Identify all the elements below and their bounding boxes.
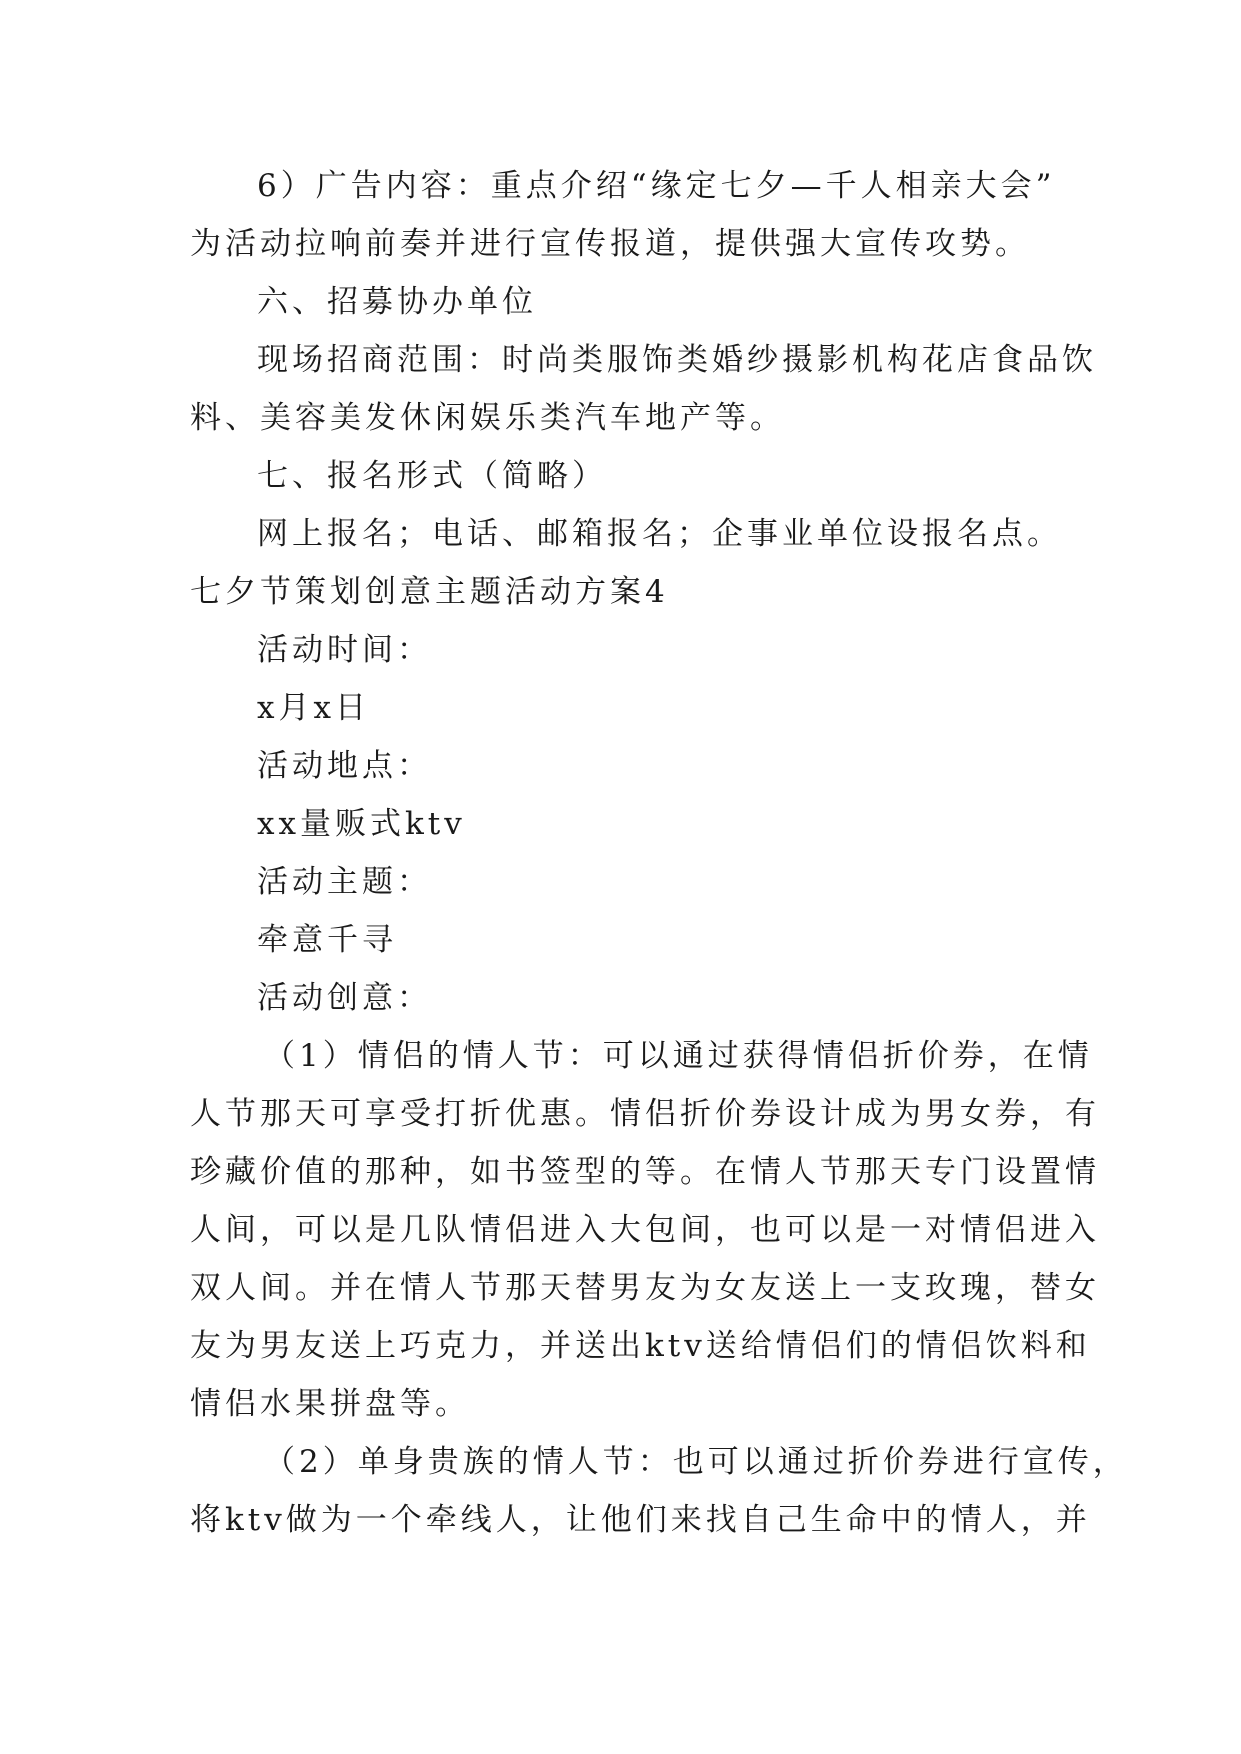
section-heading-recruit: 六、招募协办单位 — [257, 284, 537, 320]
document-section-title: 七夕节策划创意主题活动方案4 — [190, 574, 669, 610]
paragraph-registration: 网上报名；电话、邮箱报名；企事业单位设报名点。 — [257, 516, 1062, 552]
value-event-theme: 牵意千寻 — [257, 922, 397, 958]
label-event-location: 活动地点： — [257, 748, 432, 784]
value-event-time: x月x日 — [257, 690, 370, 726]
paragraph-couples-line-6: 友为男友送上巧克力，并送出ktv送给情侣们的情侣饮料和 — [190, 1328, 1091, 1364]
paragraph-couples-line-7: 情侣水果拼盘等。 — [190, 1386, 470, 1422]
paragraph-couples-line-3: 珍藏价值的那种，如书签型的等。在情人节那天专门设置情 — [190, 1154, 1100, 1190]
paragraph-ad-content-line-1: 6）广告内容：重点介绍“缘定七夕—千人相亲大会” — [257, 168, 1056, 204]
paragraph-ad-content-line-2: 为活动拉响前奏并进行宣传报道，提供强大宣传攻势。 — [190, 226, 1030, 262]
paragraph-couples-line-1: （1）情侣的情人节：可以通过获得情侣折价券，在情 — [264, 1038, 1093, 1074]
paragraph-merchant-scope-line-2: 料、美容美发休闲娱乐类汽车地产等。 — [190, 400, 785, 436]
label-event-time: 活动时间： — [257, 632, 432, 668]
value-event-location: xx量贩式ktv — [257, 806, 466, 842]
paragraph-merchant-scope-line-1: 现场招商范围：时尚类服饰类婚纱摄影机构花店食品饮 — [257, 342, 1097, 378]
label-event-theme: 活动主题： — [257, 864, 432, 900]
label-event-idea: 活动创意： — [257, 980, 432, 1016]
paragraph-singles-line-1: （2）单身贵族的情人节：也可以通过折价券进行宣传， — [264, 1444, 1128, 1480]
paragraph-couples-line-4: 人间，可以是几队情侣进入大包间，也可以是一对情侣进入 — [190, 1212, 1100, 1248]
paragraph-couples-line-2: 人节那天可享受打折优惠。情侣折价券设计成为男女券，有 — [190, 1096, 1100, 1132]
paragraph-singles-line-2: 将ktv做为一个牵线人，让他们来找自己生命中的情人，并 — [190, 1502, 1091, 1538]
paragraph-couples-line-5: 双人间。并在情人节那天替男友为女友送上一支玫瑰，替女 — [190, 1270, 1100, 1306]
section-heading-registration: 七、报名形式（简略） — [257, 458, 607, 494]
